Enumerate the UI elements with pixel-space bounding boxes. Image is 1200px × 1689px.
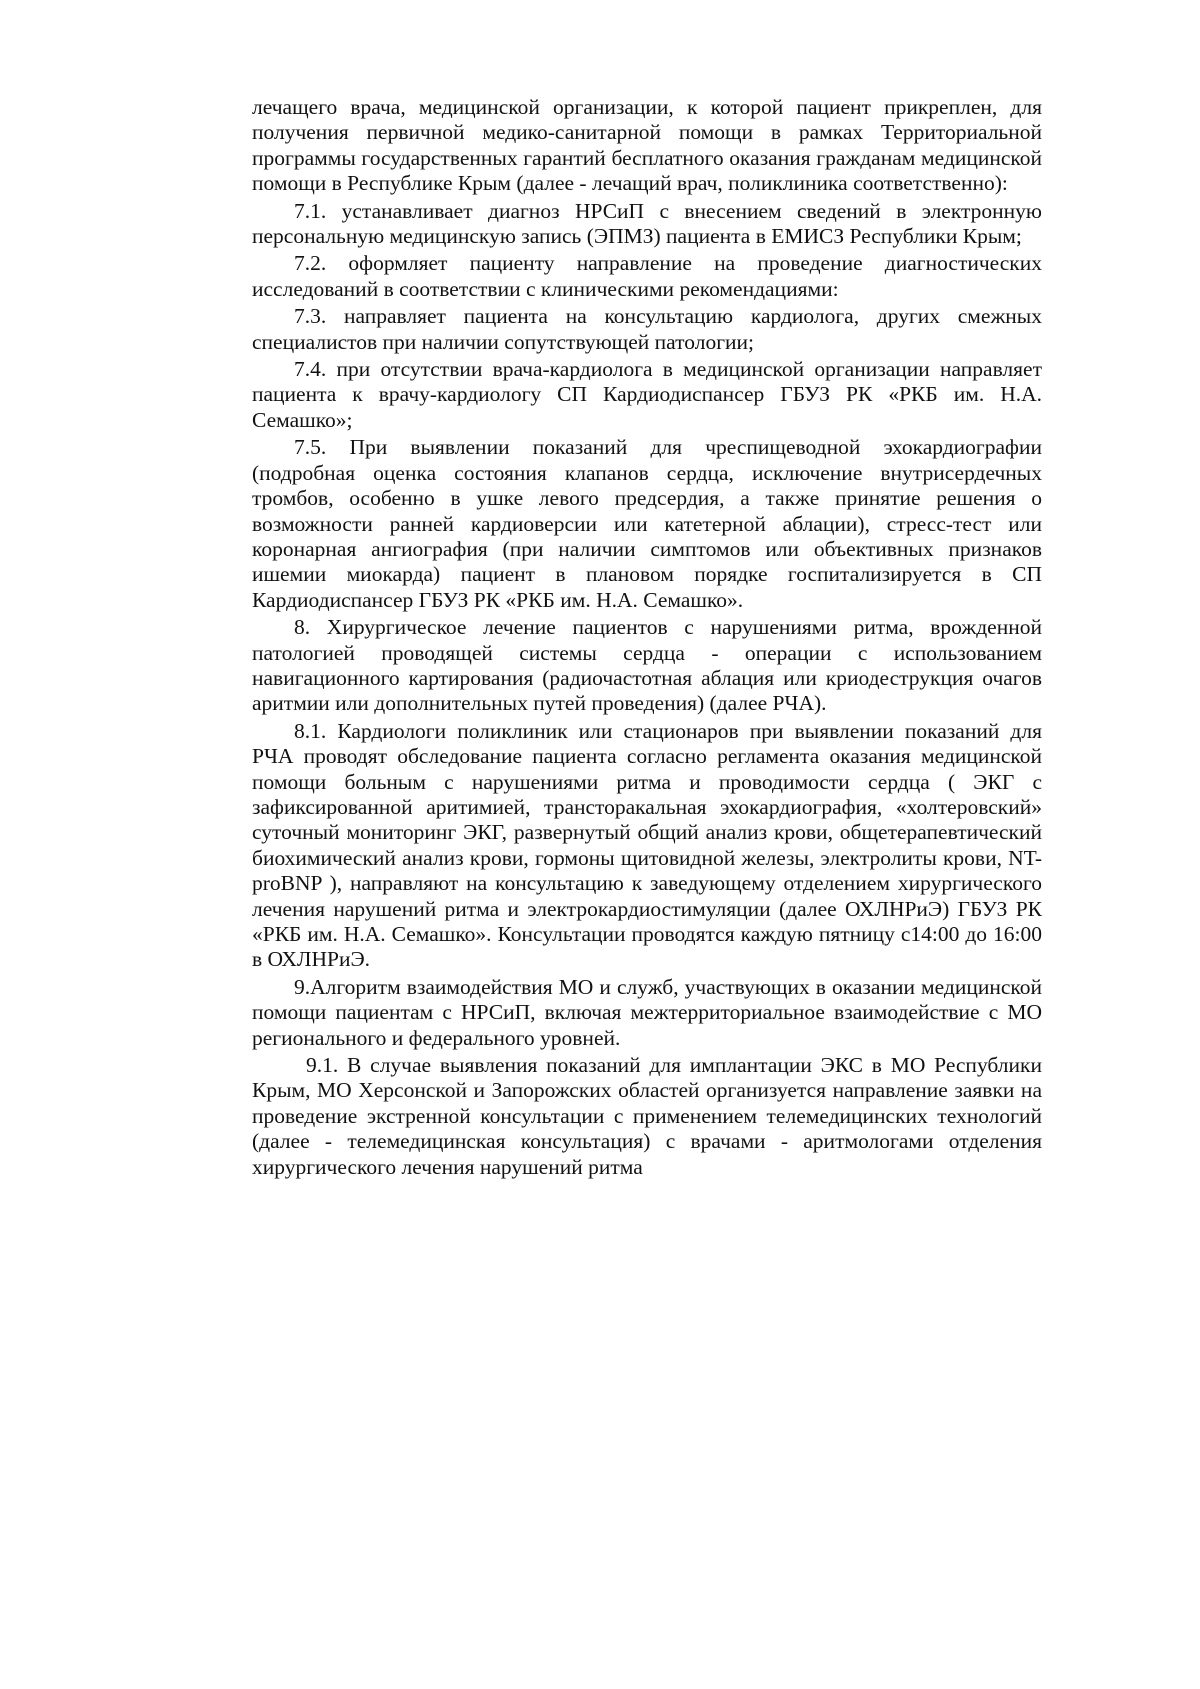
paragraph-8-1: 8.1. Кардиологи поликлиник или стационаров при выявлении показаний для РЧА проводят обследование пациента согласно регламента оказания медицинской помощи больным с нарушениями ритма и проводимости сердца ( ЭКГ с зафиксированной аритимией, трансторакальная эхокардиография, «холтеровский» суточный мониторинг ЭКГ, развернутый общий анализ крови, общетерапевтический биохимический анализ крови, гормоны щитовидной железы, электролиты крови, NT-proBNP ), направляют на консультацию к заведующему отделением хирургического лечения нарушений ритма и электрокардиостимуляции (далее ОХЛНРиЭ) ГБУЗ РК «РКБ им. Н.А. Семашко». Консультации проводятся каждую пятницу с14:00 до 16:00 в ОХЛНРиЭ. xyxy=(252,718,1042,972)
paragraph-7-1: 7.1. устанавливает диагноз НРСиП с внесением сведений в электронную персональную медицинскую запись (ЭПМЗ) пациента в ЕМИСЗ Республики Крым; xyxy=(252,198,1042,249)
paragraph-8: 8. Хирургическое лечение пациентов с нарушениями ритма, врожденной патологией проводящей системы сердца - операции с использованием навигационного картирования (радиочастотная аблация или криодеструкция очагов аритмии или дополнительных путей проведения) (далее РЧА). xyxy=(252,615,1042,716)
paragraph-9: 9.Алгоритм взаимодействия МО и служб, участвующих в оказании медицинской помощи пациентам с НРСиП, включая межтерриториальное взаимодействие с МО регионального и федерального уровней. xyxy=(252,974,1042,1050)
paragraph-7-3: 7.3. направляет пациента на консультацию кардиолога, других смежных специалистов при наличии сопутствующей патологии; xyxy=(252,304,1042,354)
paragraph-7-4: 7.4. при отсутствии врача-кардиолога в медицинской организации направляет пациента к врачу-кардиологу СП Кардиодиспансер ГБУЗ РК «РКБ им. Н.А. Семашко»; xyxy=(252,357,1042,432)
paragraph-intro: лечащего врача, медицинской организации, к которой пациент прикреплен, для получения первичной медико-санитарной помощи в рамках Территориальной программы государственных гарантий бесплатного оказания гражданам медицинской помощи в Республике Крым (далее - лечащий врач, поликлиника соответственно): xyxy=(252,95,1042,196)
paragraph-9-1: 9.1. В случае выявления показаний для имплантации ЭКС в МО Республики Крым, МО Херсонской и Запорожских областей организуется направление заявки на проведение экстренной консультации с применением телемедицинских технологий (далее - телемедицинская консультация) с врачами - аритмологами отделения хирургического лечения нарушений ритма xyxy=(252,1053,1042,1179)
document-page xyxy=(252,95,1042,1182)
paragraph-7-2: 7.2. оформляет пациенту направление на проведение диагностических исследований в соответствии с клиническими рекомендациями: xyxy=(252,251,1042,301)
paragraph-7-5: 7.5. При выявлении показаний для чреспищеводной эхокардиографии (подробная оценка состояния клапанов сердца, исключение внутрисердечных тромбов, особенно в ушке левого предсердия, а также принятие решения о возможности ранней кардиоверсии или катетерной аблации), стресс-тест или коронарная ангиография (при наличии симптомов или объективных признаков ишемии миокарда) пациент в плановом порядке госпитализируется в СП Кардиодиспансер ГБУЗ РК «РКБ им. Н.А. Семашко». xyxy=(252,435,1042,612)
